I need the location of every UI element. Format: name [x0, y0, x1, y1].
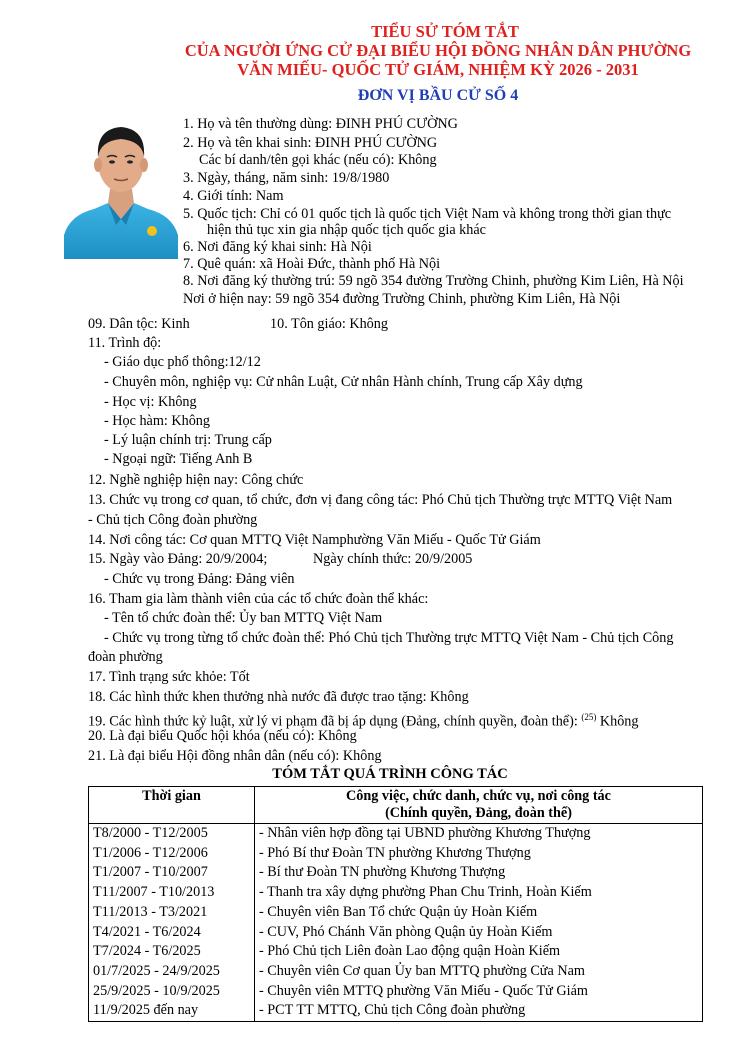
- table-header-row: [89, 787, 703, 824]
- field-occupation: 12. Nghề nghiệp hiện nay: Công chức: [88, 472, 304, 488]
- doc-title: TIỂU SỬ TÓM TẮT: [371, 22, 519, 41]
- field-religion: 10. Tôn giáo: Không: [270, 316, 388, 332]
- cell-time: 11/9/2025 đến nay: [89, 1001, 255, 1021]
- field-political-theory: - Lý luận chính trị: Trung cấp: [104, 432, 272, 448]
- doc-subtitle-2: VĂN MIẾU- QUỐC TỬ GIÁM, NHIỆM KỲ 2026 - 2031: [237, 60, 639, 79]
- electoral-unit: ĐƠN VỊ BẦU CỬ SỐ 4: [357, 87, 519, 104]
- field-common-name: 1. Họ và tên thường dùng: ĐINH PHÚ CƯỜNG: [183, 116, 458, 132]
- field-discipline-label: 19. Các hình thức kỷ luật, xử lý vi phạm đã bị áp dụng (Đảng, chính quyền, đoàn thể):: [88, 713, 578, 730]
- field-nationality: 5. Quốc tịch: Chỉ có 01 quốc tịch là quốc tịch Việt Nam và không trong thời gian thực: [183, 206, 672, 222]
- column-header-job: Công việc, chức danh, chức vụ, nơi công tác (Chính quyền, Đảng, đoàn thể): [255, 787, 703, 824]
- cell-time: T11/2007 - T10/2013: [89, 883, 255, 903]
- field-birth-registration: 6. Nơi đăng ký khai sinh: Hà Nội: [183, 239, 372, 255]
- table-row: [89, 923, 703, 943]
- cell-job: - Thanh tra xây dựng phường Phan Chu Trinh, Hoàn Kiếm: [255, 883, 703, 903]
- table-row: [89, 962, 703, 982]
- cell-time: T1/2006 - T12/2006: [89, 844, 255, 864]
- field-academic-title: - Học hàm: Không: [104, 413, 210, 429]
- field-national-assembly: 20. Là đại biểu Quốc hội khóa (nếu có): Không: [88, 728, 357, 744]
- cell-job: - PCT TT MTTQ, Chủ tịch Công đoàn phường: [255, 1001, 703, 1021]
- cell-job: - Chuyên viên Cơ quan Ủy ban MTTQ phường Cửa Nam: [255, 962, 703, 982]
- field-general-education: - Giáo dục phổ thông:12/12: [104, 354, 261, 370]
- field-permanent-residence: 8. Nơi đăng ký thường trú: 59 ngõ 354 đường Trường Chinh, phường Kim Liên, Hà Nội: [183, 273, 684, 289]
- cell-job: - CUV, Phó Chánh Văn phòng Quận ủy Hoàn Kiếm: [255, 923, 703, 943]
- field-current-residence: Nơi ở hiện nay: 59 ngõ 354 đường Trường Chinh, phường Kim Liên, Hà Nội: [183, 291, 621, 307]
- field-awards: 18. Các hình thức khen thưởng nhà nước đã được trao tặng: Không: [88, 689, 469, 705]
- table-row: [89, 982, 703, 1002]
- field-degree: - Học vị: Không: [104, 394, 197, 410]
- table-row: [89, 883, 703, 903]
- doc-subtitle-1: CỦA NGƯỜI ỨNG CỬ ĐẠI BIỂU HỘI ĐỒNG NHÂN DÂN PHƯỜNG: [184, 41, 692, 60]
- field-gender: 4. Giới tính: Nam: [183, 188, 284, 204]
- table-row: [89, 844, 703, 864]
- field-foreign-language: - Ngoại ngữ: Tiếng Anh B: [104, 451, 253, 467]
- field-peoples-council: 21. Là đại biểu Hội đồng nhân dân (nếu có): Không: [88, 748, 382, 764]
- cell-time: T1/2007 - T10/2007: [89, 863, 255, 883]
- cell-time: T7/2024 - T6/2025: [89, 942, 255, 962]
- field-ethnicity: 09. Dân tộc: Kinh: [88, 316, 190, 332]
- field-nationality-cont: hiện thủ tục xin gia nhập quốc tịch quốc gia khác: [207, 222, 486, 238]
- field-education-heading: 11. Trình độ:: [88, 335, 162, 351]
- cell-time: T4/2021 - T6/2024: [89, 923, 255, 943]
- field-workplace: 14. Nơi công tác: Cơ quan MTTQ Việt Namphường Văn Miếu - Quốc Tử Giám: [88, 532, 541, 548]
- field-position: 13. Chức vụ trong cơ quan, tổ chức, đơn vị đang công tác: Phó Chủ tịch Thường trực MTTQ Việt Nam: [88, 492, 673, 508]
- field-organization-position: - Chức vụ trong từng tổ chức đoàn thể: Phó Chủ tịch Thường trực MTTQ Việt Nam - Chủ tịch Công: [104, 630, 674, 646]
- column-header-time: Thời gian: [89, 787, 255, 824]
- field-health: 17. Tình trạng sức khỏe: Tốt: [88, 669, 250, 685]
- table-row: [89, 1001, 703, 1021]
- cell-job: - Bí thư Đoàn TN phường Khương Thượng: [255, 863, 703, 883]
- field-organizations-heading: 16. Tham gia làm thành viên của các tổ chức đoàn thể khác:: [88, 591, 429, 607]
- cell-job: - Phó Chủ tịch Liên đoàn Lao động quận Hoàn Kiếm: [255, 942, 703, 962]
- cell-time: 01/7/2025 - 24/9/2025: [89, 962, 255, 982]
- field-party-join-date: 15. Ngày vào Đảng: 20/9/2004;: [88, 551, 268, 567]
- cell-job: - Chuyên viên MTTQ phường Văn Miếu - Quốc Tử Giám: [255, 982, 703, 1002]
- field-organization-name: - Tên tổ chức đoàn thể: Ủy ban MTTQ Việt Nam: [104, 610, 383, 626]
- cell-time: T8/2000 - T12/2005: [89, 824, 255, 844]
- field-aliases: Các bí danh/tên gọi khác (nếu có): Không: [199, 152, 437, 168]
- table-row: [89, 903, 703, 923]
- cell-time: T11/2013 - T3/2021: [89, 903, 255, 923]
- field-party-position: - Chức vụ trong Đảng: Đảng viên: [104, 571, 295, 587]
- field-discipline-value: Không: [596, 713, 639, 730]
- candidate-photo: [64, 107, 178, 259]
- field-profession: - Chuyên môn, nghiệp vụ: Cử nhân Luật, Cử nhân Hành chính, Trung cấp Xây dựng: [104, 374, 583, 390]
- work-history-table: [88, 786, 703, 1022]
- cell-time: 25/9/2025 - 10/9/2025: [89, 982, 255, 1002]
- table-row: [89, 863, 703, 883]
- table-row: [89, 942, 703, 962]
- work-history-title: TÓM TẮT QUÁ TRÌNH CÔNG TÁC: [272, 766, 508, 782]
- field-organization-position-cont: đoàn phường: [88, 649, 163, 665]
- field-birth-name: 2. Họ và tên khai sinh: ĐINH PHÚ CƯỜNG: [183, 135, 438, 151]
- field-dob: 3. Ngày, tháng, năm sinh: 19/8/1980: [183, 170, 390, 186]
- cell-job: - Nhân viên hợp đồng tại UBND phường Khương Thượng: [255, 824, 703, 844]
- field-position-cont: - Chủ tịch Công đoàn phường: [88, 512, 258, 528]
- cell-job: - Chuyên viên Ban Tổ chức Quận ủy Hoàn Kiếm: [255, 903, 703, 923]
- field-hometown: 7. Quê quán: xã Hoài Đức, thành phố Hà Nội: [183, 256, 441, 272]
- field-party-official-date: Ngày chính thức: 20/9/2005: [313, 551, 473, 567]
- footnote-ref: (25): [581, 712, 597, 722]
- cell-job: - Phó Bí thư Đoàn TN phường Khương Thượng: [255, 844, 703, 864]
- table-row: [89, 824, 703, 844]
